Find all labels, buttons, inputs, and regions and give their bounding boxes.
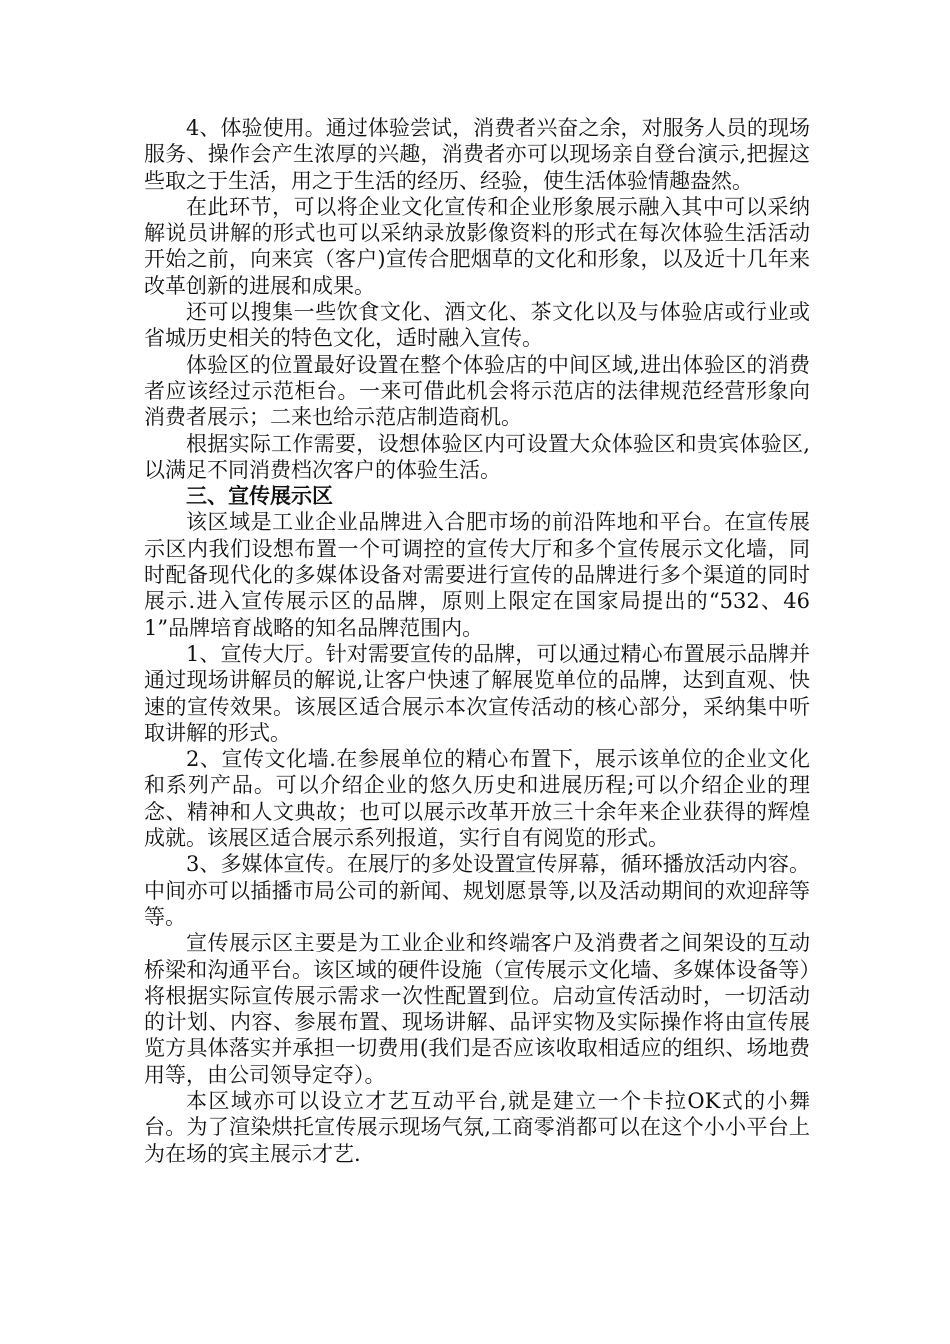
paragraph-culture-wall: 2、宣传文化墙.在参展单位的精心布置下，展示该单位的企业文化和系列产品。可以介绍企业的悠久历史和进展历程;可以介绍企业的理念、精神和人文典故；也可以展示改革开放三十余年来企业获得的辉煌成就。该展区适合展示系列报道，实行自有阅览的形式。 bbox=[144, 747, 810, 851]
paragraph-zone-overview: 该区域是工业企业品牌进入合肥市场的前沿阵地和平台。在宣传展示区内我们设想布置一个可调控的宣传大厅和多个宣传展示文化墙，同时配备现代化的多媒体设备对需要进行宣传的品牌进行多个渠道的同时展示.进入宣传展示区的品牌，原则上限定在国家局提出的“532、461”品牌培育战略的知名品牌范围内。 bbox=[144, 510, 810, 640]
paragraph-culture-promotion: 在此环节，可以将企业文化宣传和企业形象展示融入其中可以采纳解说员讲解的形式也可以采纳录放影像资料的形式在每次体验生活活动开始之前，向来宾（客户)宣传合肥烟草的文化和形象，以及近十几年来改革创新的进展和成果。 bbox=[144, 194, 810, 298]
paragraph-experience-use: 4、体验使用。通过体验尝试，消费者兴奋之余，对服务人员的现场服务、操作会产生浓厚的兴趣，消费者亦可以现场亲自登台演示,把握这些取之于生活，用之于生活的经历、经验，使生活体验情趣盎然。 bbox=[144, 116, 810, 193]
paragraph-promo-hall: 1、宣传大厅。针对需要宣传的品牌，可以通过精心布置展示品牌并通过现场讲解员的解说,让客户快速了解展览单位的品牌，达到直观、快速的宣传效果。该展区适合展示本次宣传活动的核心部分，采纳集中听取讲解的形式。 bbox=[144, 641, 810, 745]
paragraph-zone-purpose: 宣传展示区主要是为工业企业和终端客户及消费者之间架设的互动桥梁和沟通平台。该区域的硬件设施（宣传展示文化墙、多媒体设备等）将根据实际宣传展示需求一次性配置到位。启动宣传活动时，一切活动的计划、内容、参展布置、现场讲解、品评实物及实际操作将由宣传展览方具体落实并承担一切费用(我们是否应该收取相适应的组织、场地费用等，由公司领导定夺）。 bbox=[144, 931, 810, 1087]
paragraph-zone-types: 根据实际工作需要，设想体验区内可设置大众体验区和贵宾体验区,以满足不同消费档次客户的体验生活。 bbox=[144, 431, 810, 482]
section-heading: 三、宣传展示区 bbox=[186, 483, 333, 509]
document-body bbox=[144, 115, 810, 1167]
paragraph-multimedia: 3、多媒体宣传。在展厅的多处设置宣传屏幕，循环播放活动内容。中间亦可以插播市局公司的新闻、规划愿景等,以及活动期间的欢迎辞等等。 bbox=[144, 852, 810, 929]
paragraph-talent-stage: 本区域亦可以设立才艺互动平台,就是建立一个卡拉OK式的小舞台。为了渲染烘托宣传展示现场气氛,工商零消都可以在这个小小平台上为在场的宾主展示才艺. bbox=[144, 1088, 810, 1166]
paragraph-special-culture: 还可以搜集一些饮食文化、酒文化、茶文化以及与体验店或行业或省城历史相关的特色文化，适时融入宣传。 bbox=[144, 300, 810, 351]
paragraph-zone-location: 体验区的位置最好设置在整个体验店的中间区域,进出体验区的消费者应该经过示范柜台。一来可借此机会将示范店的法律规范经营形象向消费者展示；二来也给示范店制造商机。 bbox=[144, 352, 810, 430]
